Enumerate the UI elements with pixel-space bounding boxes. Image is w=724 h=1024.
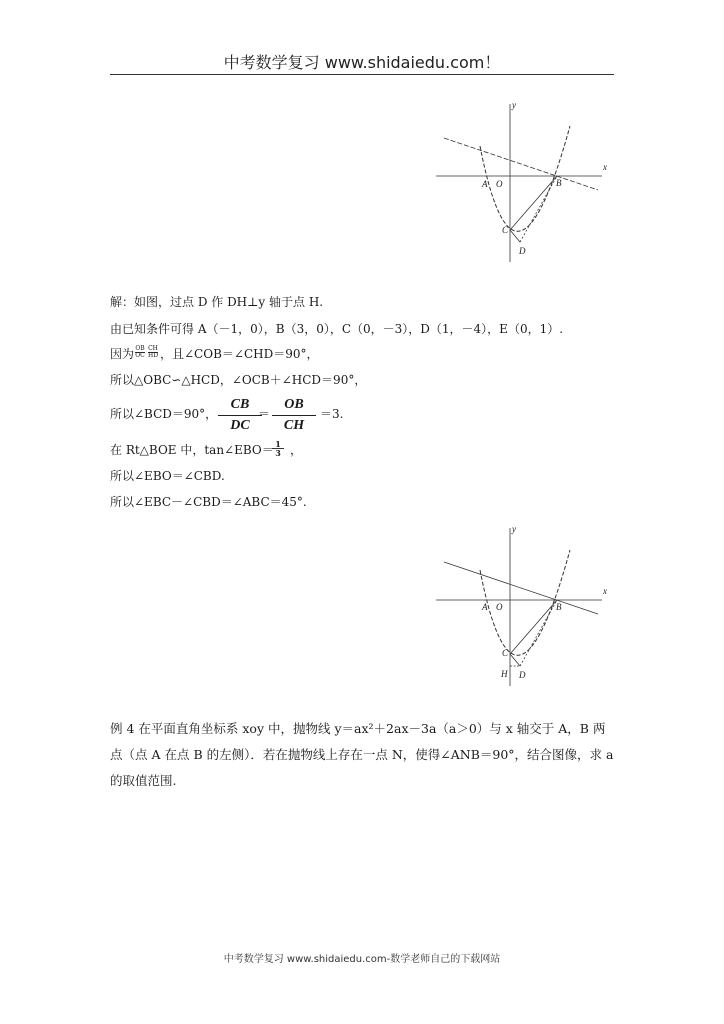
label-c: C	[502, 225, 509, 235]
frac-num: OB	[284, 397, 304, 412]
solution-line-6-prefix: 在 Rt△BOE 中，tan∠EBO＝	[110, 443, 274, 457]
segment-cb	[510, 176, 557, 230]
frac-num: CB	[230, 397, 250, 412]
label-y: y	[512, 100, 516, 110]
frac-num: 1	[275, 439, 281, 449]
segment-cd	[510, 230, 520, 242]
frac-den: CH	[283, 418, 305, 433]
solution-line-8: 所以∠EBC－∠CBD＝∠ABC＝45°.	[110, 495, 307, 509]
frac-den: HD	[148, 352, 159, 359]
label-c: C	[502, 648, 509, 658]
solution-line-7: 所以∠EBO＝∠CBD.	[110, 469, 225, 483]
line3-suffix: ，且∠COB＝∠CHD＝90°，	[160, 347, 319, 361]
label-d: D	[519, 670, 526, 680]
line-eb	[444, 562, 598, 614]
figure-2	[430, 520, 610, 690]
line5-suffix: ＝3.	[320, 407, 344, 421]
label-b: B	[556, 602, 562, 612]
line3-prefix: 因为	[110, 347, 135, 361]
segment-db	[520, 176, 557, 242]
equals-sign: ＝	[258, 407, 271, 421]
label-y: y	[512, 524, 516, 534]
solution-line-1: 解：如图，过点 D 作 DH⊥y 轴于点 H.	[110, 295, 324, 309]
fraction-one-third	[272, 440, 284, 457]
header-divider	[110, 74, 614, 75]
segment-cd	[510, 654, 520, 666]
label-h: H	[501, 669, 508, 679]
label-o: O	[496, 179, 503, 189]
fraction-ob-oc	[135, 346, 145, 359]
fraction-ob-ch	[268, 396, 320, 435]
frac-num: CH	[148, 345, 158, 352]
label-x: x	[603, 162, 607, 172]
line-eb	[444, 138, 598, 190]
label-a: A	[482, 179, 488, 189]
line6-suffix: ，	[290, 443, 303, 457]
label-x: x	[603, 586, 607, 596]
label-d: D	[519, 246, 526, 256]
solution-line-4: 所以△OBC∽△HCD，∠OCB＋∠HCD＝90°，	[110, 373, 367, 387]
segment-cb	[510, 600, 557, 654]
figure-1	[430, 96, 610, 266]
frac-den: DC	[230, 418, 250, 433]
fraction-ch-hd	[148, 346, 158, 359]
page-footer: 中考数学复习 www.shidaiedu.com-数学老师自己的下载网站	[223, 954, 501, 965]
label-a: A	[482, 602, 488, 612]
solution-line-2: 由已知条件可得 A（－1，0），B（3，0），C（0，－3），D（1，－4），E（0，1）.	[110, 322, 564, 336]
frac-den: OC	[135, 352, 145, 359]
label-b: B	[556, 178, 562, 188]
example-4-text: 例 4 在平面直角坐标系 xoy 中，抛物线 y＝ax²＋2ax－3a（a＞0）与 x 轴交于 A，B 两点（点 A 在点 B 的左侧）．若在抛物线上存在一点 N，使得∠ANB＝90°，结合图像，求 a 的取值范围.	[110, 721, 614, 788]
frac-den: 3	[275, 448, 281, 458]
page-header: 中考数学复习 www.shidaiedu.com！	[223, 53, 501, 72]
solution-line-5-prefix: 所以∠BCD＝90°，	[110, 407, 218, 421]
label-o: O	[496, 602, 503, 612]
parabola-graph-2	[430, 520, 610, 690]
segment-db	[520, 600, 557, 666]
solution-line-3	[110, 346, 134, 362]
frac-num: OB	[135, 345, 145, 352]
parabola-graph-1	[430, 96, 610, 266]
